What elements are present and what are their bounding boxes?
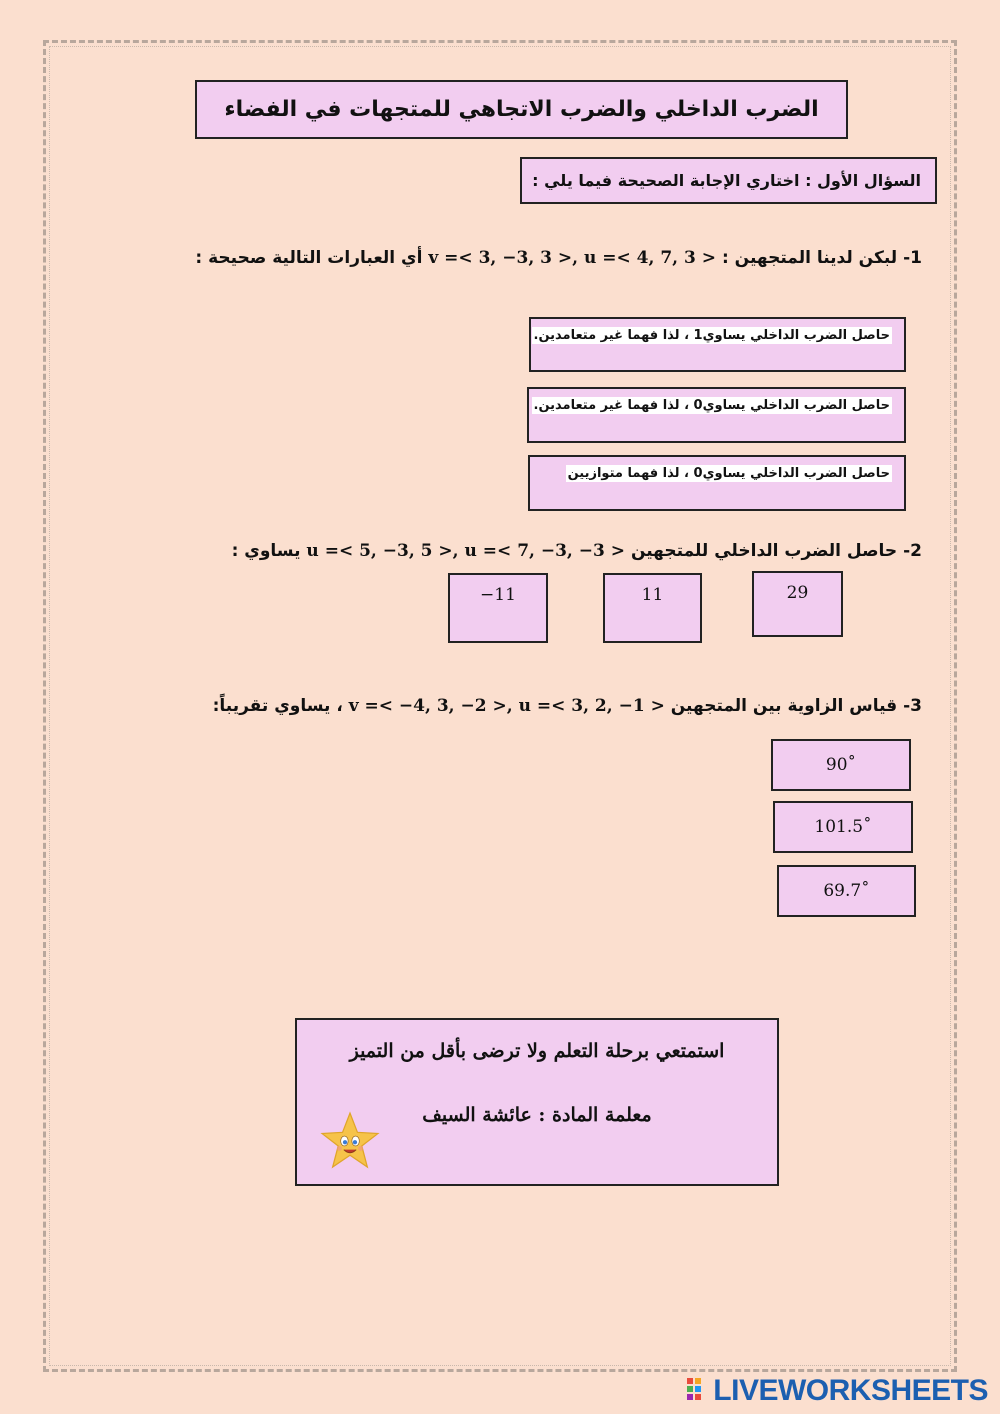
question-number: 1- bbox=[903, 248, 922, 268]
question-math: v =< −4, 3, −2 >, u =< 3, 2, −1 > bbox=[348, 696, 665, 716]
question-1 bbox=[195, 248, 922, 268]
q1-option-3[interactable] bbox=[528, 455, 906, 511]
logo-mark-icon bbox=[687, 1378, 709, 1404]
q2-option-2[interactable] bbox=[603, 573, 702, 643]
option-label: حاصل الضرب الداخلي يساوي0 ، لذا فهما متوازيين bbox=[567, 466, 890, 481]
option-label: 101.5˚ bbox=[814, 817, 872, 837]
q2-option-3[interactable] bbox=[752, 571, 843, 637]
q1-option-2[interactable] bbox=[527, 387, 906, 443]
option-label: 90˚ bbox=[825, 755, 857, 775]
motivation-text: استمتعي برحلة التعلم ولا ترضى بأقل من التميز bbox=[349, 1040, 725, 1062]
option-label: حاصل الضرب الداخلي يساوي1 ، لذا فهما غير متعامدين. bbox=[533, 328, 890, 343]
question-number: 2- bbox=[903, 541, 922, 561]
option-label: 11 bbox=[641, 585, 664, 605]
smiling-star-icon bbox=[319, 1110, 381, 1172]
teacher-name: معلمة المادة : عائشة السيف bbox=[422, 1104, 652, 1126]
worksheet-title: الضرب الداخلي والضرب الاتجاهي للمتجهات في الفضاء bbox=[195, 80, 848, 139]
question-math: u =< 5, −3, 5 >, u =< 7, −3, −3 > bbox=[306, 541, 626, 561]
q3-option-2[interactable] bbox=[773, 801, 913, 853]
option-label: 69.7˚ bbox=[823, 881, 870, 901]
liveworksheets-logo bbox=[687, 1374, 988, 1408]
question-suffix: يساوي : bbox=[231, 541, 301, 561]
q2-option-1[interactable] bbox=[448, 573, 548, 643]
option-label: −11 bbox=[480, 585, 516, 605]
option-label: حاصل الضرب الداخلي يساوي0 ، لذا فهما غير متعامدين. bbox=[533, 398, 890, 413]
question-3 bbox=[213, 696, 922, 716]
question-suffix: ، يساوي تقريباً: bbox=[212, 696, 343, 716]
question-prefix: لبكن لدينا المتجهين : bbox=[721, 248, 898, 268]
question-math: v =< 3, −3, 3 >, u =< 4, 7, 3 > bbox=[428, 248, 717, 268]
question-instruction: السؤال الأول : اختاري الإجابة الصحيحة فيما يلي : bbox=[520, 157, 937, 204]
question-prefix: قياس الزاوية بين المتجهين bbox=[670, 696, 898, 716]
question-2 bbox=[232, 541, 922, 561]
question-suffix: أي العبارات التالية صحيحة : bbox=[195, 248, 423, 268]
question-prefix: حاصل الضرب الداخلي للمتجهين bbox=[630, 541, 898, 561]
motivation-box bbox=[295, 1018, 779, 1186]
q3-option-3[interactable] bbox=[777, 865, 916, 917]
q3-option-1[interactable] bbox=[771, 739, 911, 791]
option-label: 29 bbox=[786, 583, 809, 603]
logo-text: LIVEWORKSHEETS bbox=[713, 1374, 988, 1407]
question-number: 3- bbox=[903, 696, 922, 716]
q1-option-1[interactable] bbox=[529, 317, 906, 372]
